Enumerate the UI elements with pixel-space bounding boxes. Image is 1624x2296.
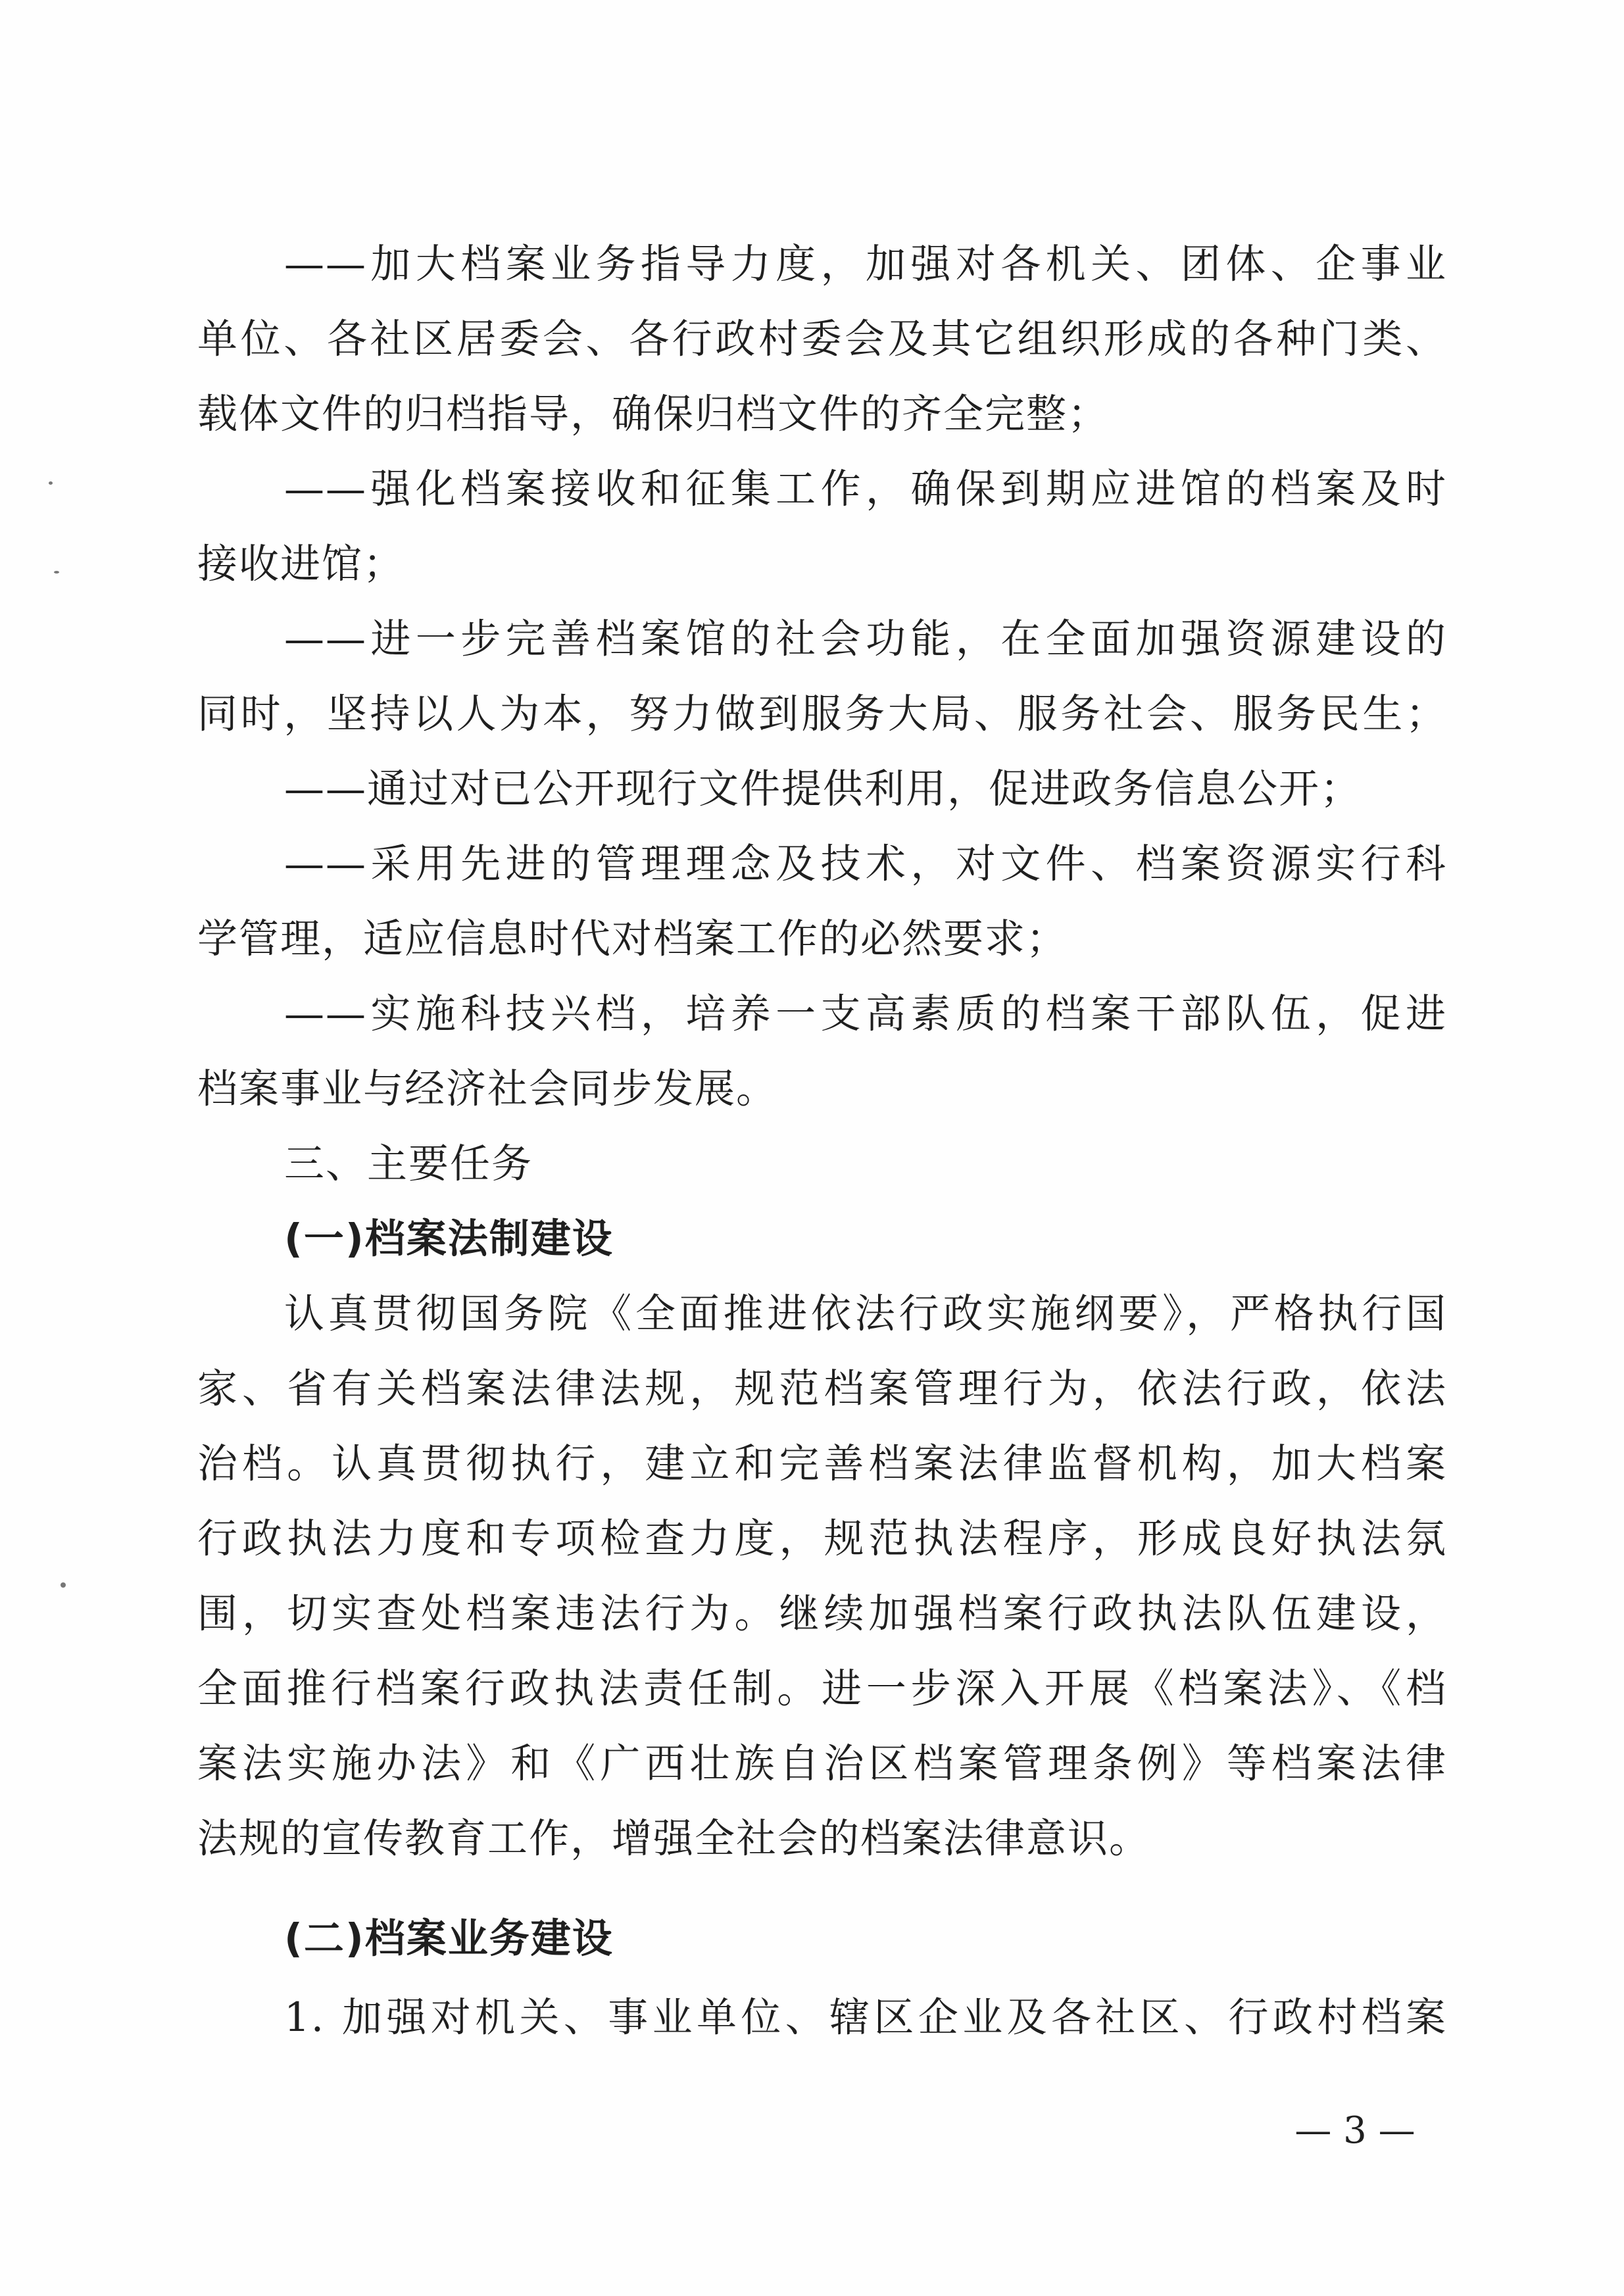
text-line: 1. 加强对机关、事业单位、辖区企业及各社区、行政村档案 <box>284 1994 1447 2041</box>
scan-speck <box>61 1582 66 1588</box>
text-line: 接收进馆； <box>197 541 405 587</box>
subsection-heading: (二)档案业务建设 <box>284 1915 614 1962</box>
text-line: 认真贯彻国务院《全面推进依法行政实施纲要》，严格执行国 <box>284 1290 1447 1337</box>
text-line: ——加大档案业务指导力度，加强对各机关、团体、企事业 <box>284 241 1447 287</box>
text-line: 载体文件的归档指导，确保归档文件的齐全完整； <box>197 391 1110 437</box>
text-line: ——进一步完善档案馆的社会功能，在全面加强资源建设的 <box>284 616 1447 662</box>
text-line: 家、省有关档案法律法规，规范档案管理行为，依法行政，依法 <box>197 1365 1447 1412</box>
text-line: 案法实施办法》和《广西壮族自治区档案管理条例》等档案法律 <box>197 1740 1447 1787</box>
scan-speck <box>54 571 59 574</box>
text-line: 全面推行档案行政执法责任制。进一步深入开展《档案法》、《档 <box>197 1665 1447 1712</box>
text-line: ——实施科技兴档，培养一支高素质的档案干部队伍，促进 <box>284 990 1447 1037</box>
text-line: 档案事业与经济社会同步发展。 <box>197 1065 778 1112</box>
text-line: 学管理，适应信息时代对档案工作的必然要求； <box>197 916 1068 962</box>
page-number: — 3 — <box>1294 2109 1415 2152</box>
text-line: 行政执法力度和专项检查力度，规范执法程序，形成良好执法氛 <box>197 1515 1447 1562</box>
text-line: ——采用先进的管理理念及技术，对文件、档案资源实行科 <box>284 841 1447 887</box>
text-line: 治档。认真贯彻执行，建立和完善档案法律监督机构，加大档案 <box>197 1440 1447 1487</box>
text-line: ——强化档案接收和征集工作，确保到期应进馆的档案及时 <box>284 466 1447 512</box>
text-line: 法规的宣传教育工作，增强全社会的档案法律意识。 <box>197 1815 1151 1862</box>
text-line: 单位、各社区居委会、各行政村委会及其它组织形成的各种门类、 <box>197 316 1447 362</box>
scan-speck <box>49 481 53 485</box>
text-line: 同时，坚持以人为本，努力做到服务大局、服务社会、服务民生； <box>197 691 1447 737</box>
section-heading: 三、主要任务 <box>284 1140 533 1187</box>
text-line: 围，切实查处档案违法行为。继续加强档案行政执法队伍建设， <box>197 1590 1447 1637</box>
text-line: ——通过对已公开现行文件提供利用，促进政务信息公开； <box>284 766 1362 812</box>
subsection-heading: (一)档案法制建设 <box>284 1215 614 1262</box>
